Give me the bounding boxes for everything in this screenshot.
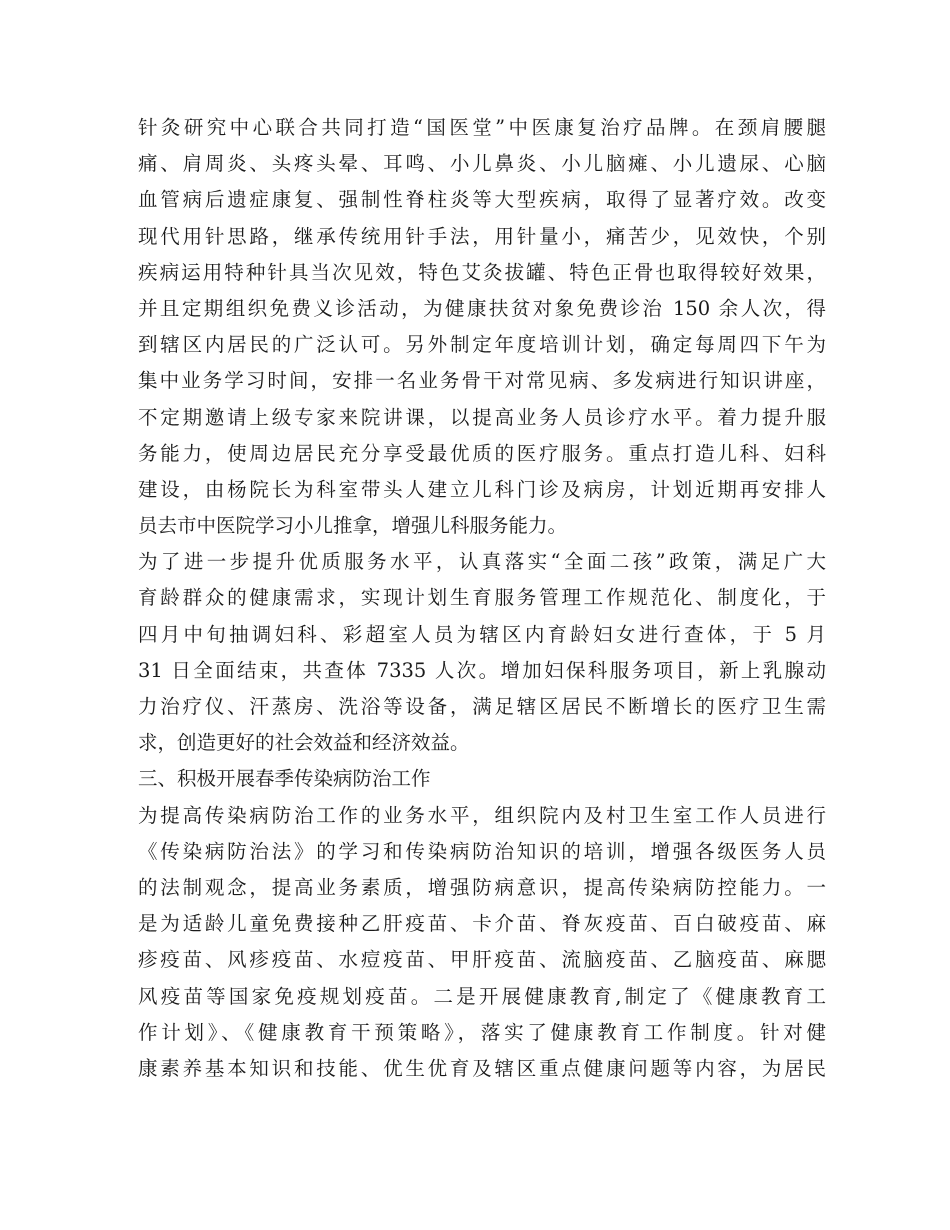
text-line: 建设，由杨院长为科室带头人建立儿科门诊及病房，计划近期再安排人 bbox=[138, 477, 826, 501]
text-line: 血管病后遗症康复、强制性脊柱炎等大型疾病，取得了显著疗效。改变 bbox=[138, 188, 826, 212]
text-line: 的法制观念，提高业务素质，增强防病意识，提高传染病防控能力。一 bbox=[138, 875, 826, 899]
text-line: 求，创造更好的社会效益和经济效益。 bbox=[138, 731, 470, 755]
text-line: 到辖区内居民的广泛认可。另外制定年度培训计划，确定每周四下午为 bbox=[138, 333, 826, 357]
text-line: 四月中旬抽调妇科、彩超室人员为辖区内育龄妇女进行查体，于 5 月 bbox=[138, 622, 826, 646]
document-body bbox=[138, 110, 826, 1087]
text-line: 不定期邀请上级专家来院讲课，以提高业务人员诊疗水平。着力提升服 bbox=[138, 405, 826, 429]
text-line: 员去市中医院学习小儿推拿，增强儿科服务能力。 bbox=[138, 514, 568, 538]
text-line: 三、积极开展春季传染病防治工作 bbox=[138, 767, 431, 791]
text-line: 31 日全面结束，共查体 7335 人次。增加妇保科服务项目，新上乳腺动 bbox=[138, 658, 826, 682]
text-line: 作计划》、《健康教育干预策略》，落实了健康教育工作制度。针对健 bbox=[138, 1020, 826, 1044]
text-line: 育龄群众的健康需求，实现计划生育服务管理工作规范化、制度化，于 bbox=[138, 586, 826, 610]
text-line: 痛、肩周炎、头疼头晕、耳鸣、小儿鼻炎、小儿脑瘫、小儿遗尿、心脑 bbox=[138, 152, 826, 176]
text-line: 务能力，使周边居民充分享受最优质的医疗服务。重点打造儿科、妇科 bbox=[138, 441, 826, 465]
text-line: 为提高传染病防治工作的业务水平，组织院内及村卫生室工作人员进行 bbox=[138, 803, 826, 827]
text-line: 集中业务学习时间，安排一名业务骨干对常见病、多发病进行知识讲座， bbox=[138, 369, 826, 393]
text-line: 针灸研究中心联合共同打造“国医堂”中医康复治疗品牌。在颈肩腰腿 bbox=[138, 116, 826, 139]
text-line: 疹疫苗、风疹疫苗、水痘疫苗、甲肝疫苗、流脑疫苗、乙脑疫苗、麻腮 bbox=[138, 948, 826, 972]
text-line: 风疫苗等国家免疫规划疫苗。二是开展健康教育,制定了《健康教育工 bbox=[138, 984, 826, 1008]
text-line: 《传染病防治法》的学习和传染病防治知识的培训，增强各级医务人员 bbox=[138, 839, 826, 863]
text-line: 疾病运用特种针具当次见效，特色艾灸拔罐、特色正骨也取得较好效果， bbox=[138, 260, 826, 284]
text-line: 康素养基本知识和技能、优生优育及辖区重点健康问题等内容，为居民 bbox=[138, 1056, 826, 1080]
text-line: 为了进一步提升优质服务水平，认真落实“全面二孩”政策，满足广大 bbox=[138, 550, 826, 574]
text-line: 力治疗仪、汗蒸房、洗浴等设备，满足辖区居民不断增长的医疗卫生需 bbox=[138, 695, 826, 718]
text-line: 是为适龄儿童免费接种乙肝疫苗、卡介苗、脊灰疫苗、百白破疫苗、麻 bbox=[138, 912, 826, 936]
text-line: 并且定期组织免费义诊活动，为健康扶贫对象免费诊治 150 余人次，得 bbox=[138, 296, 826, 320]
text-line: 现代用针思路，继承传统用针手法，用针量小，痛苦少，见效快，个别 bbox=[138, 224, 826, 248]
